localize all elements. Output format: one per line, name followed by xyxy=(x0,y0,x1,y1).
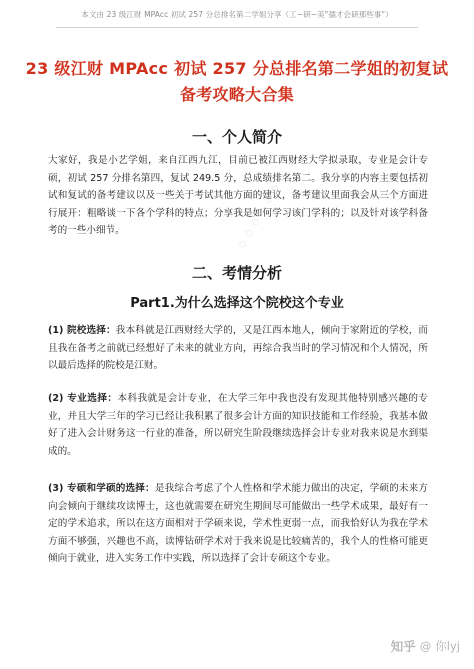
paragraph-major-choice xyxy=(48,390,428,460)
paragraph-school-choice xyxy=(48,322,428,375)
section-heading-analysis: 二、考情分析 xyxy=(191,264,282,282)
paragraph-text: 本科我就是会计专业，在大学三年中我也没有发现其他特别感兴趣的专业，并且大学三年的学习已经让我积累了很多会计方面的知识技能和工作经验，我基本做好了进入会计财务这一行业的准备，所以研究生阶段继续选择会计专业对我来说是水到渠成的。 xyxy=(48,393,429,457)
paragraph-label: (1) 院校选择： xyxy=(48,325,116,336)
section-heading-intro: 一、个人简介 xyxy=(191,128,282,146)
faint-watermark: ◇ ◇ ◇ ◇ ◇ ◇ ◇ xyxy=(236,170,289,251)
document-title: 23 级江财 MPAcc 初试 257 分总排名第二学姐的初复试备考攻略大合集 xyxy=(25,59,449,104)
paragraph-label: (3) 专硕和学硕的选择： xyxy=(48,483,155,494)
intro-paragraph: 大家好，我是小艺学姐，来自江西九江，目前已被江西财经大学拟录取，专业是会计专硕，初试 257 分排名第四，复试 249.5 分，总成绩排名第二。我分享的内容主要包括初试和复试的备考建议以及一些关于考试其他方面的建议，备考建议里面我会从三个方面进行展开：粗略谈一下各个学科的特点；分享我是如何学习该门学科的；以及针对该学科备考的一些小细节。 xyxy=(48,155,428,236)
at-icon: @ xyxy=(419,639,432,653)
paragraph-degree-choice xyxy=(48,480,428,568)
header-divider xyxy=(56,27,418,28)
paragraph-label: (2) 专业选择： xyxy=(48,393,118,404)
footer-attribution[interactable] xyxy=(391,637,460,655)
header-note: 本文由 23 级江财 MPAcc 初试 257 分总排名第二学姐分享（工~研~美"孺才会研那些事"） xyxy=(81,10,393,19)
zhihu-logo: 知乎 xyxy=(390,639,416,654)
paragraph-text: 我本科就是江西财经大学的，又是江西本地人，倾向于家附近的学校，而且我在备考之前就已经想好了未来的就业方向，再综合我当时的学习情况和个人情况，所以最后选择的院校是江财。 xyxy=(48,325,428,371)
part-heading: Part1.为什么选择这个院校这个专业 xyxy=(130,296,344,311)
paragraph-text: 是我综合考虑了个人性格和学术能力做出的决定，学硕的未来方向会倾向于继续攻读博士，这也就需要在研究生期间尽可能做出一些学术成果，最好有一定的学术追求，所以在这方面相对于学硕来说，学术性更弱一点，而我恰好认为我在学术方面不够强，兴趣也不高，读博钻研学术对于我来说是比较痛苦的，我个人的性格可能更倾向于就业，进入实务工作中实践，所以选择了会计专硕这个专业。 xyxy=(48,483,429,564)
author-username: 你lyj xyxy=(435,639,460,653)
